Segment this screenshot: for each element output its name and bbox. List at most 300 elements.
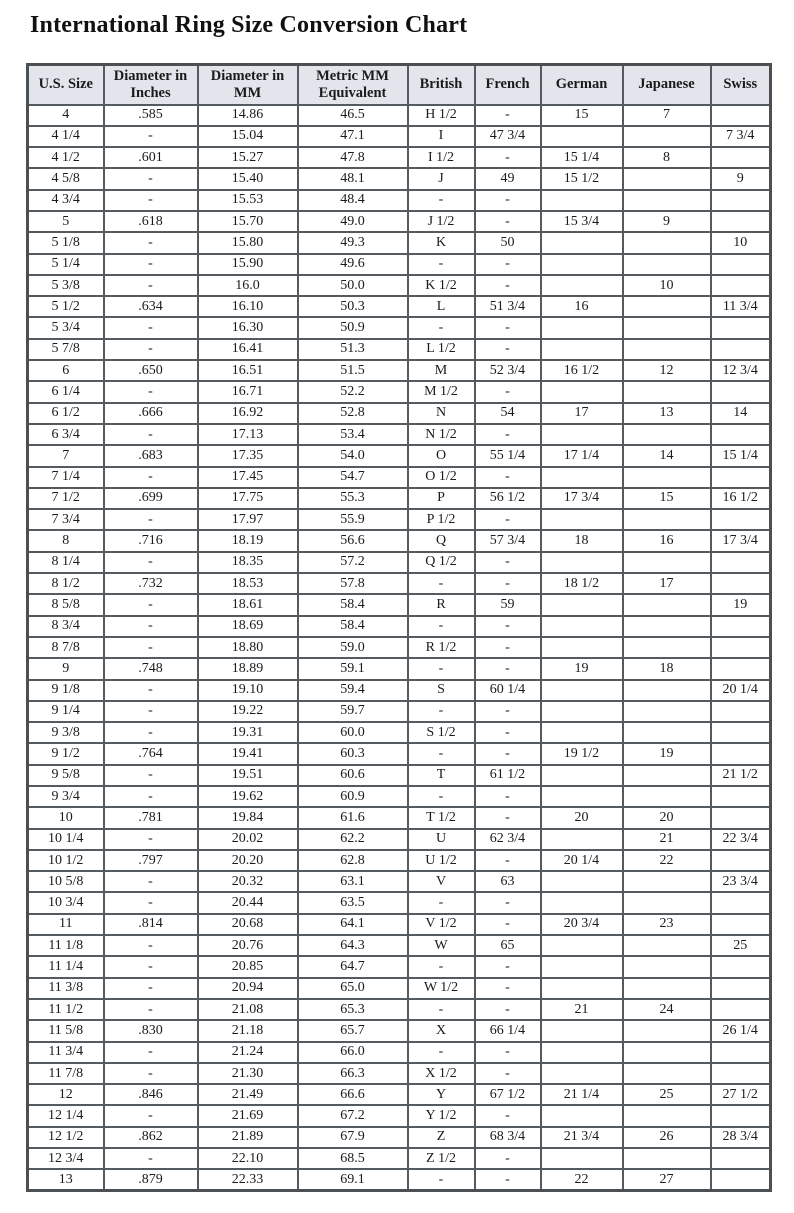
cell: 9 1/4: [28, 701, 104, 722]
cell: 10: [28, 807, 104, 828]
cell: [541, 424, 623, 445]
cell: .699: [104, 488, 198, 509]
cell: 26 1/4: [711, 1020, 771, 1041]
cell: [623, 701, 711, 722]
cell: [623, 722, 711, 743]
cell: 5 1/8: [28, 232, 104, 253]
cell: .585: [104, 105, 198, 126]
cell: [541, 339, 623, 360]
table-row: [28, 403, 771, 424]
cell: 52 3/4: [475, 360, 541, 381]
cell: 69.1: [298, 1169, 408, 1190]
cell: 8: [28, 530, 104, 551]
cell: 11 5/8: [28, 1020, 104, 1041]
cell: 20: [541, 807, 623, 828]
cell: 18.69: [198, 616, 298, 637]
cell: [623, 552, 711, 573]
table-row: [28, 126, 771, 147]
cell: 22 3/4: [711, 829, 771, 850]
cell: 21.18: [198, 1020, 298, 1041]
cell: -: [408, 616, 475, 637]
cell: [541, 509, 623, 530]
cell: -: [475, 701, 541, 722]
cell: [711, 807, 771, 828]
header-row: [28, 65, 771, 105]
cell: [623, 424, 711, 445]
table-row: [28, 1084, 771, 1105]
cell: 20 1/4: [711, 680, 771, 701]
cell: 16.0: [198, 275, 298, 296]
cell: [711, 147, 771, 168]
cell: 20 3/4: [541, 914, 623, 935]
cell: [623, 317, 711, 338]
cell: [711, 616, 771, 637]
cell: .879: [104, 1169, 198, 1190]
table-row: [28, 530, 771, 551]
cell: 59.7: [298, 701, 408, 722]
cell: 17 1/4: [541, 445, 623, 466]
cell: K: [408, 232, 475, 253]
cell: 11 1/8: [28, 935, 104, 956]
cell: -: [475, 552, 541, 573]
cell: [711, 467, 771, 488]
cell: [541, 722, 623, 743]
cell: 8 5/8: [28, 594, 104, 615]
cell: 66.6: [298, 1084, 408, 1105]
table-row: [28, 552, 771, 573]
cell: [623, 616, 711, 637]
cell: -: [408, 1042, 475, 1063]
cell: 18.19: [198, 530, 298, 551]
table-row: [28, 168, 771, 189]
table-row: [28, 1148, 771, 1169]
cell: [623, 254, 711, 275]
cell: O 1/2: [408, 467, 475, 488]
cell: 50: [475, 232, 541, 253]
cell: 12 1/2: [28, 1127, 104, 1148]
cell: 8 3/4: [28, 616, 104, 637]
cell: -: [408, 743, 475, 764]
cell: 15: [541, 105, 623, 126]
cell: 55 1/4: [475, 445, 541, 466]
cell: 23: [623, 914, 711, 935]
cell: 20.68: [198, 914, 298, 935]
column-header: U.S. Size: [28, 65, 104, 105]
cell: 11 3/8: [28, 978, 104, 999]
cell: 66.3: [298, 1063, 408, 1084]
cell: 20: [623, 807, 711, 828]
cell: 54.7: [298, 467, 408, 488]
cell: 20.20: [198, 850, 298, 871]
cell: .764: [104, 743, 198, 764]
cell: 67.9: [298, 1127, 408, 1148]
cell: -: [475, 616, 541, 637]
cell: 65: [475, 935, 541, 956]
cell: [541, 1148, 623, 1169]
cell: 17.35: [198, 445, 298, 466]
cell: 17.97: [198, 509, 298, 530]
cell: 55.9: [298, 509, 408, 530]
cell: [623, 786, 711, 807]
cell: 5 1/4: [28, 254, 104, 275]
cell: 27: [623, 1169, 711, 1190]
cell: -: [475, 147, 541, 168]
cell: [541, 232, 623, 253]
cell: [623, 1042, 711, 1063]
cell: 21.69: [198, 1105, 298, 1126]
table-row: [28, 275, 771, 296]
cell: S: [408, 680, 475, 701]
cell: 16: [623, 530, 711, 551]
cell: 5 7/8: [28, 339, 104, 360]
cell: 63.5: [298, 892, 408, 913]
cell: Y: [408, 1084, 475, 1105]
table-row: [28, 892, 771, 913]
cell: 5 1/2: [28, 296, 104, 317]
cell: 52.8: [298, 403, 408, 424]
cell: 6: [28, 360, 104, 381]
cell: .666: [104, 403, 198, 424]
cell: -: [475, 914, 541, 935]
cell: -: [104, 935, 198, 956]
cell: 12 3/4: [28, 1148, 104, 1169]
cell: -: [475, 1063, 541, 1084]
cell: P 1/2: [408, 509, 475, 530]
cell: 7 1/4: [28, 467, 104, 488]
cell: 63.1: [298, 871, 408, 892]
cell: [711, 722, 771, 743]
cell: 28 3/4: [711, 1127, 771, 1148]
cell: -: [104, 829, 198, 850]
cell: [623, 765, 711, 786]
table-row: [28, 339, 771, 360]
table-row: [28, 594, 771, 615]
cell: 5 3/8: [28, 275, 104, 296]
cell: [541, 680, 623, 701]
table-body: [28, 105, 771, 1191]
cell: [541, 765, 623, 786]
table-row: [28, 722, 771, 743]
cell: 21.49: [198, 1084, 298, 1105]
cell: -: [408, 254, 475, 275]
cell: -: [104, 637, 198, 658]
cell: 6 3/4: [28, 424, 104, 445]
cell: -: [475, 978, 541, 999]
cell: [711, 190, 771, 211]
cell: -: [475, 1148, 541, 1169]
table-row: [28, 360, 771, 381]
cell: 19: [541, 658, 623, 679]
cell: 16.71: [198, 381, 298, 402]
table-row: [28, 935, 771, 956]
table-row: [28, 658, 771, 679]
cell: [711, 254, 771, 275]
table-row: [28, 914, 771, 935]
column-header: Diameter in MM: [198, 65, 298, 105]
cell: -: [475, 211, 541, 232]
column-header: British: [408, 65, 475, 105]
cell: -: [475, 658, 541, 679]
cell: 67.2: [298, 1105, 408, 1126]
cell: [711, 999, 771, 1020]
table-row: [28, 1105, 771, 1126]
cell: 68 3/4: [475, 1127, 541, 1148]
cell: 22.33: [198, 1169, 298, 1190]
cell: -: [104, 1105, 198, 1126]
cell: 9 1/2: [28, 743, 104, 764]
cell: 21.30: [198, 1063, 298, 1084]
cell: 51.3: [298, 339, 408, 360]
cell: 57.8: [298, 573, 408, 594]
cell: 64.1: [298, 914, 408, 935]
cell: -: [408, 573, 475, 594]
cell: -: [104, 552, 198, 573]
cell: 11 1/4: [28, 956, 104, 977]
cell: 58.4: [298, 594, 408, 615]
cell: I 1/2: [408, 147, 475, 168]
cell: -: [475, 1105, 541, 1126]
cell: 23 3/4: [711, 871, 771, 892]
cell: 65.7: [298, 1020, 408, 1041]
cell: 16: [541, 296, 623, 317]
cell: 21: [541, 999, 623, 1020]
cell: 20.94: [198, 978, 298, 999]
cell: 52.2: [298, 381, 408, 402]
cell: [623, 339, 711, 360]
table-row: [28, 637, 771, 658]
cell: -: [104, 978, 198, 999]
cell: 7: [28, 445, 104, 466]
cell: R: [408, 594, 475, 615]
cell: 20 1/4: [541, 850, 623, 871]
cell: 22.10: [198, 1148, 298, 1169]
cell: .683: [104, 445, 198, 466]
cell: 10 5/8: [28, 871, 104, 892]
table-row: [28, 829, 771, 850]
table-row: [28, 1063, 771, 1084]
cell: [541, 892, 623, 913]
cell: 12: [28, 1084, 104, 1105]
cell: [711, 211, 771, 232]
cell: 65.0: [298, 978, 408, 999]
cell: I: [408, 126, 475, 147]
table-row: [28, 509, 771, 530]
cell: .846: [104, 1084, 198, 1105]
cell: 9 3/8: [28, 722, 104, 743]
cell: 9: [623, 211, 711, 232]
cell: H 1/2: [408, 105, 475, 126]
page-title: International Ring Size Conversion Chart: [30, 12, 468, 38]
cell: -: [104, 509, 198, 530]
cell: .650: [104, 360, 198, 381]
cell: [623, 871, 711, 892]
cell: .781: [104, 807, 198, 828]
cell: U 1/2: [408, 850, 475, 871]
cell: 15 3/4: [541, 211, 623, 232]
cell: [711, 317, 771, 338]
cell: 60.9: [298, 786, 408, 807]
cell: 25: [623, 1084, 711, 1105]
cell: -: [104, 275, 198, 296]
table-row: [28, 232, 771, 253]
cell: 19.84: [198, 807, 298, 828]
cell: -: [104, 680, 198, 701]
cell: 59: [475, 594, 541, 615]
cell: [623, 978, 711, 999]
cell: 47 3/4: [475, 126, 541, 147]
cell: V: [408, 871, 475, 892]
cell: [711, 275, 771, 296]
cell: -: [475, 637, 541, 658]
cell: -: [104, 786, 198, 807]
cell: 4 5/8: [28, 168, 104, 189]
cell: 53.4: [298, 424, 408, 445]
cell: [711, 701, 771, 722]
table-row: [28, 850, 771, 871]
cell: -: [408, 786, 475, 807]
table-row: [28, 190, 771, 211]
cell: 7: [623, 105, 711, 126]
cell: 51 3/4: [475, 296, 541, 317]
cell: 49: [475, 168, 541, 189]
table-row: [28, 978, 771, 999]
cell: 8: [623, 147, 711, 168]
cell: V 1/2: [408, 914, 475, 935]
cell: [541, 467, 623, 488]
cell: T 1/2: [408, 807, 475, 828]
cell: 19.10: [198, 680, 298, 701]
table-row: [28, 871, 771, 892]
cell: 55.3: [298, 488, 408, 509]
cell: 63: [475, 871, 541, 892]
cell: 59.0: [298, 637, 408, 658]
cell: 11 7/8: [28, 1063, 104, 1084]
cell: -: [408, 190, 475, 211]
cell: 25: [711, 935, 771, 956]
cell: 60.0: [298, 722, 408, 743]
cell: [623, 190, 711, 211]
cell: 26: [623, 1127, 711, 1148]
cell: 50.9: [298, 317, 408, 338]
cell: -: [104, 467, 198, 488]
cell: 20.32: [198, 871, 298, 892]
cell: 27 1/2: [711, 1084, 771, 1105]
cell: [541, 616, 623, 637]
cell: [541, 1020, 623, 1041]
cell: 62.2: [298, 829, 408, 850]
cell: 18.53: [198, 573, 298, 594]
cell: 12 1/4: [28, 1105, 104, 1126]
column-header: French: [475, 65, 541, 105]
cell: [711, 1105, 771, 1126]
cell: L: [408, 296, 475, 317]
cell: .862: [104, 1127, 198, 1148]
cell: Q 1/2: [408, 552, 475, 573]
cell: 4 3/4: [28, 190, 104, 211]
cell: -: [475, 339, 541, 360]
cell: 47.1: [298, 126, 408, 147]
cell: 21 1/2: [711, 765, 771, 786]
table-row: [28, 743, 771, 764]
cell: 15.27: [198, 147, 298, 168]
cell: 48.4: [298, 190, 408, 211]
column-header: Swiss: [711, 65, 771, 105]
cell: [711, 573, 771, 594]
cell: -: [475, 743, 541, 764]
cell: 20.44: [198, 892, 298, 913]
cell: 18.89: [198, 658, 298, 679]
cell: 11 3/4: [28, 1042, 104, 1063]
cell: -: [104, 871, 198, 892]
cell: U: [408, 829, 475, 850]
cell: 21 3/4: [541, 1127, 623, 1148]
cell: 19.51: [198, 765, 298, 786]
cell: .618: [104, 211, 198, 232]
cell: .601: [104, 147, 198, 168]
cell: 59.4: [298, 680, 408, 701]
cell: -: [475, 786, 541, 807]
cell: 14: [623, 445, 711, 466]
cell: [623, 1148, 711, 1169]
cell: [711, 978, 771, 999]
cell: [711, 743, 771, 764]
cell: 6 1/2: [28, 403, 104, 424]
cell: -: [408, 701, 475, 722]
cell: [541, 1105, 623, 1126]
cell: -: [104, 892, 198, 913]
table-row: [28, 701, 771, 722]
cell: 64.7: [298, 956, 408, 977]
cell: 14: [711, 403, 771, 424]
cell: O: [408, 445, 475, 466]
cell: 11: [28, 914, 104, 935]
cell: 22: [623, 850, 711, 871]
cell: 6 1/4: [28, 381, 104, 402]
table-row: [28, 680, 771, 701]
cell: Z 1/2: [408, 1148, 475, 1169]
cell: 19.41: [198, 743, 298, 764]
cell: X 1/2: [408, 1063, 475, 1084]
table-row: [28, 956, 771, 977]
cell: 16.41: [198, 339, 298, 360]
cell: [711, 892, 771, 913]
cell: [711, 956, 771, 977]
cell: 15.53: [198, 190, 298, 211]
cell: 7 3/4: [28, 509, 104, 530]
cell: [711, 105, 771, 126]
cell: 64.3: [298, 935, 408, 956]
cell: [541, 552, 623, 573]
cell: [541, 871, 623, 892]
cell: 18: [623, 658, 711, 679]
cell: 12 3/4: [711, 360, 771, 381]
cell: -: [408, 658, 475, 679]
cell: 16 1/2: [711, 488, 771, 509]
cell: -: [475, 956, 541, 977]
cell: [541, 935, 623, 956]
cell: [711, 1148, 771, 1169]
cell: -: [104, 594, 198, 615]
cell: -: [104, 722, 198, 743]
table-row: [28, 1020, 771, 1041]
cell: [623, 1020, 711, 1041]
cell: 13: [623, 403, 711, 424]
cell: 17: [623, 573, 711, 594]
cell: -: [104, 381, 198, 402]
cell: [711, 914, 771, 935]
cell: [711, 509, 771, 530]
table-row: [28, 254, 771, 275]
